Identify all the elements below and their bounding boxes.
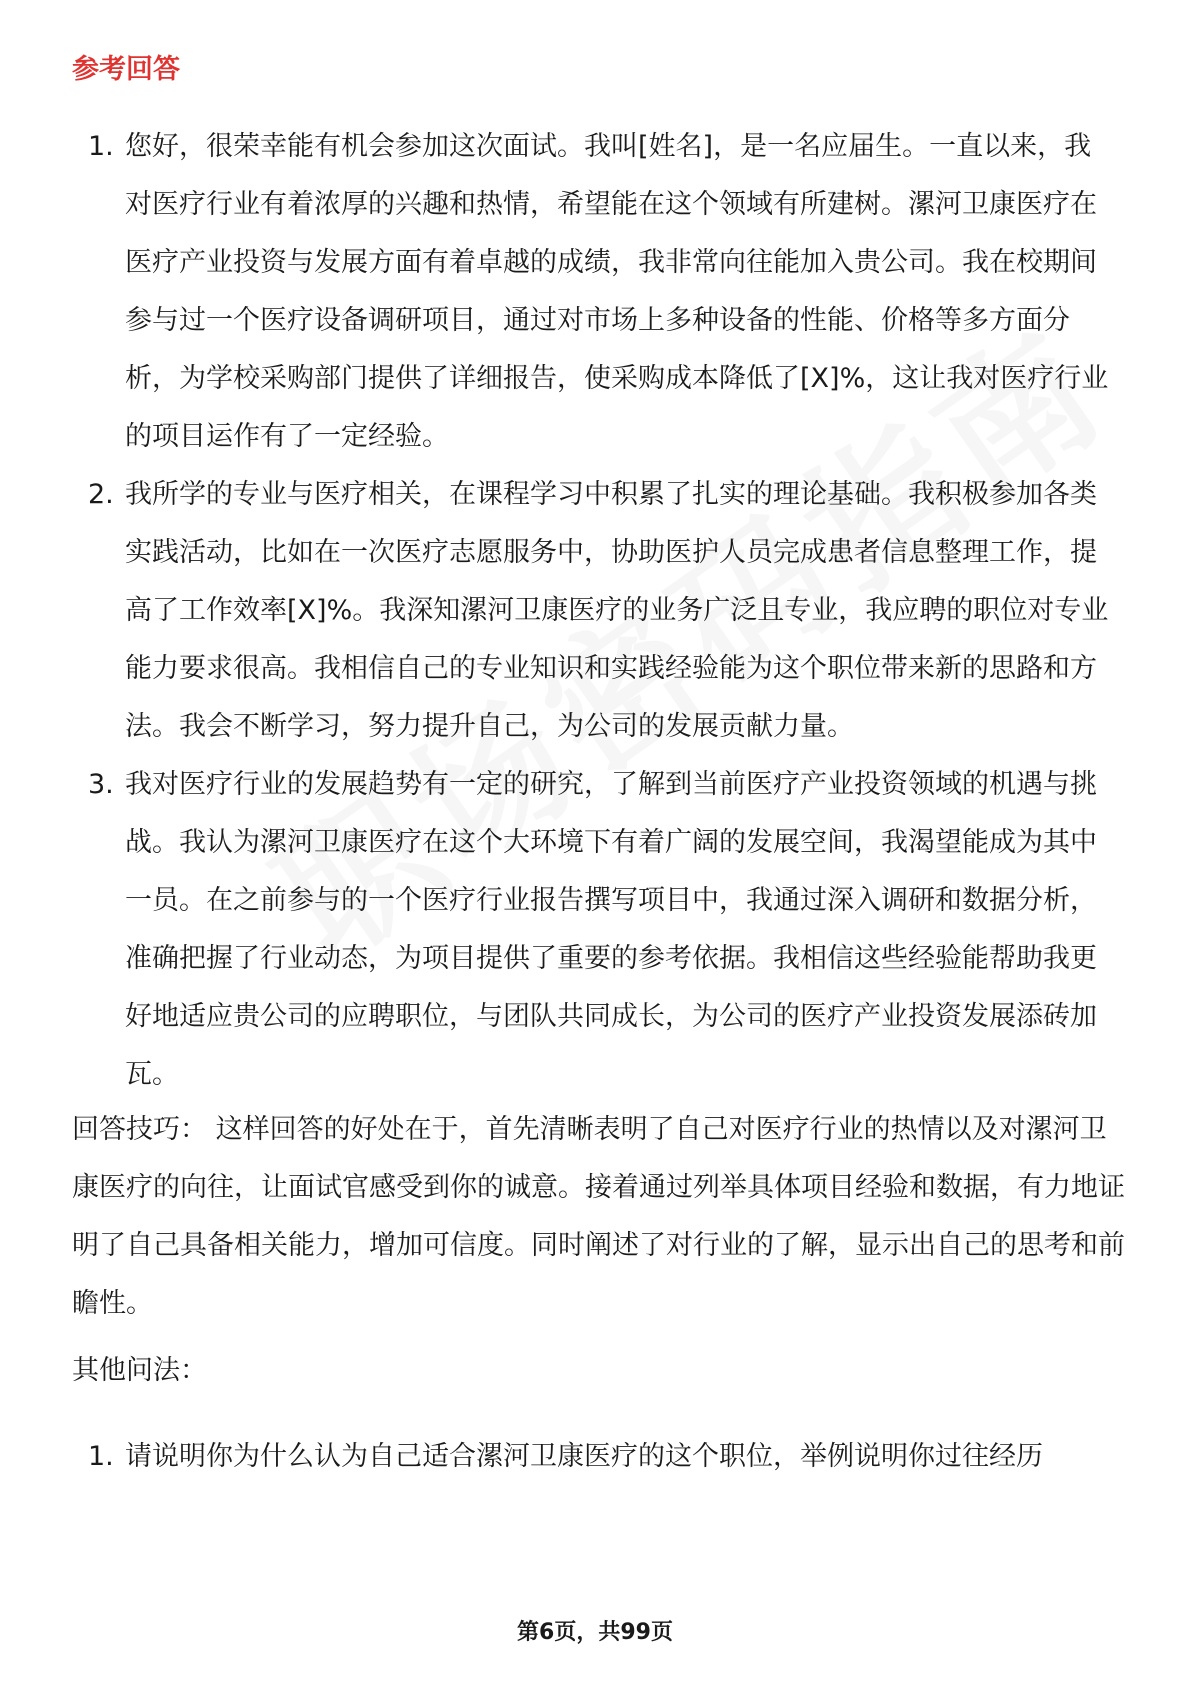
- answer-text: 您好，很荣幸能有机会参加这次面试。我叫[姓名]，是一名应届生。一直以来，我对医疗行业有着浓厚的兴趣和热情，希望能在这个领域有所建树。漯河卫康医疗在医疗产业投资与发展方面有着卓越的成绩，我非常向往能加入贵公司。我在校期间参与过一个医疗设备调研项目，通过对市场上多种设备的性能、价格等多方面分析，为学校采购部门提供了详细报告，使采购成本降低了[X]%，这让我对医疗行业的项目运作有了一定经验。: [125, 131, 1109, 452]
- list-number: 1.: [88, 131, 114, 162]
- answer-tips-paragraph: [72, 1101, 1132, 1333]
- list-number: 3.: [88, 769, 114, 800]
- answer-item-3: [72, 756, 1112, 1104]
- other-question-text: 请说明你为什么认为自己适合漯河卫康医疗的这个职位，举例说明你过往经历: [125, 1441, 1043, 1472]
- list-number: 1.: [88, 1441, 114, 1472]
- page-number-footer: 第6页，共99页: [517, 1620, 673, 1645]
- list-number: 2.: [88, 479, 114, 510]
- answer-item-1: [72, 118, 1112, 466]
- other-questions-list: [72, 1428, 1112, 1486]
- tips-text: 这样回答的好处在于，首先清晰表明了自己对医疗行业的热情以及对漯河卫康医疗的向往，让面试官感受到你的诚意。接着通过列举具体项目经验和数据，有力地证明了自己具备相关能力，增加可信度。同时阐述了对行业的了解，显示出自己的思考和前瞻性。: [72, 1114, 1125, 1319]
- other-questions-title: 其他问法：: [72, 1355, 207, 1386]
- answer-item-2: [72, 466, 1112, 756]
- other-question-item-1: [72, 1428, 1112, 1486]
- section-title: 参考回答: [72, 54, 180, 85]
- answer-text: 我所学的专业与医疗相关，在课程学习中积累了扎实的理论基础。我积极参加各类实践活动，比如在一次医疗志愿服务中，协助医护人员完成患者信息整理工作，提高了工作效率[X]%。我深知漯河卫康医疗的业务广泛且专业，我应聘的职位对专业能力要求很高。我相信自己的专业知识和实践经验能为这个职位带来新的思路和方法。我会不断学习，努力提升自己，为公司的发展贡献力量。: [125, 479, 1109, 742]
- answer-text: 我对医疗行业的发展趋势有一定的研究，了解到当前医疗产业投资领域的机遇与挑战。我认为漯河卫康医疗在这个大环境下有着广阔的发展空间，我渴望能成为其中一员。在之前参与的一个医疗行业报告撰写项目中，我通过深入调研和数据分析，准确把握了行业动态，为项目提供了重要的参考依据。我相信这些经验能帮助我更好地适应贵公司的应聘职位，与团队共同成长，为公司的医疗产业投资发展添砖加瓦。: [125, 769, 1097, 1090]
- answers-list: [72, 118, 1112, 1104]
- tips-label: 回答技巧：: [72, 1114, 207, 1145]
